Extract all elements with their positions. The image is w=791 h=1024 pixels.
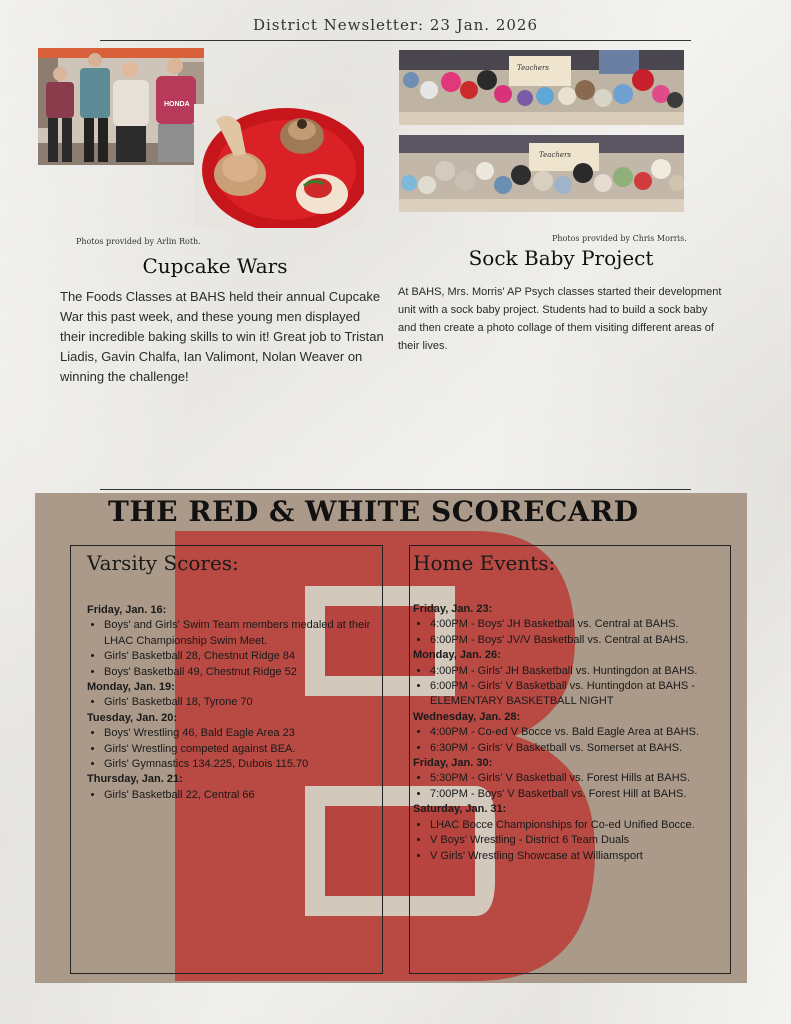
day-heading: Friday, Jan. 16:: [87, 604, 167, 616]
event-list: [413, 617, 727, 648]
event-item: • Boys' Basketball 49, Chestnut Ridge 52: [104, 665, 375, 680]
event-list: [413, 725, 727, 756]
event-item: • 6:30PM - Girls' V Basketball vs. Somerset at BAHS.: [430, 741, 727, 756]
cupcake-body: The Foods Classes at BAHS held their annual Cupcake War this past week, and these young men displayed their incredible baking skills to win it! Great job to Tristan Liadis, Gavin Chalfa, Ian Valimont, Nolan Weaver on winning the challenge!: [60, 289, 384, 384]
scorecard-panel: [35, 493, 747, 983]
day-heading: Friday, Jan. 23:: [413, 603, 493, 615]
event-list: [87, 788, 375, 803]
event-list: [87, 695, 375, 710]
home-events-heading: Home Events:: [413, 551, 556, 575]
sweatshirt-text: HONDA: [164, 101, 190, 108]
event-item: • 4:00PM - Co-ed V Bocce vs. Bald Eagle Area at BAHS.: [430, 725, 727, 740]
scorecard-rule: [100, 489, 691, 490]
event-item: • 6:00PM - Girls' V Basketball vs. Huntingdon at BAHS - ELEMENTARY BASKETBALL NIGHT: [430, 679, 727, 710]
event-item: • 4:00PM - Boys' JH Basketball vs. Central at BAHS.: [430, 617, 727, 632]
varsity-heading: Varsity Scores:: [87, 551, 239, 575]
sock-title: Sock Baby Project: [468, 246, 654, 270]
event-item: • Boys' and Girls' Swim Team members medaled at their LHAC Championship Swim Meet.: [104, 618, 375, 649]
event-item: • V Girls' Wrestling Showcase at Williamsport: [430, 849, 727, 864]
event-item: • LHAC Bocce Championships for Co-ed Unified Bocce.: [430, 818, 727, 833]
event-item: • Girls' Wrestling competed against BEA.: [104, 742, 375, 757]
event-item: • 5:30PM - Girls' V Basketball vs. Forest Hills at BAHS.: [430, 771, 727, 786]
day-heading: Thursday, Jan. 21:: [87, 773, 183, 786]
sign-text-bottom: Teachers: [539, 151, 571, 159]
event-item: • Boys' Wrestling 46, Bald Eagle Area 23: [104, 726, 375, 741]
event-item: • 4:00PM - Girls' JH Basketball vs. Huntingdon at BAHS.: [430, 664, 727, 679]
varsity-list: [87, 603, 375, 803]
home-events-list: [413, 602, 727, 864]
event-item: • V Boys' Wrestling - District 6 Team Duals: [430, 833, 727, 848]
sock-photo-credit: Photos provided by Chris Morris.: [552, 234, 687, 243]
sock-baby-photo-bottom: [399, 135, 684, 212]
cupcake-title: Cupcake Wars: [142, 254, 288, 278]
header-rule: [100, 40, 691, 41]
event-item: • Girls' Gymnastics 134.225, Dubois 115.70: [104, 757, 375, 772]
event-item: • 6:00PM - Boys' JV/V Basketball vs. Central at BAHS.: [430, 633, 727, 648]
scorecard-title: THE RED & WHITE SCORECARD: [108, 495, 639, 528]
event-list: [87, 726, 375, 772]
event-item: • Girls' Basketball 18, Tyrone 70: [104, 695, 375, 710]
event-list: [87, 618, 375, 680]
sock-baby-photo-top: [399, 50, 684, 125]
day-heading: Saturday, Jan. 31:: [413, 803, 507, 816]
event-item: • Girls' Basketball 28, Chestnut Ridge 84: [104, 649, 375, 664]
cupcake-photo-credit: Photos provided by Arlin Roth.: [76, 237, 201, 246]
event-list: [413, 818, 727, 864]
day-heading: Monday, Jan. 19:: [87, 681, 175, 694]
cupcake-team-photo: [38, 48, 204, 165]
day-heading: Friday, Jan. 30:: [413, 757, 493, 770]
day-heading: Tuesday, Jan. 20:: [87, 711, 178, 724]
sign-text-top: Teachers: [517, 64, 549, 72]
newsletter-title: District Newsletter: 23 Jan. 2026: [252, 16, 539, 34]
cupcake-plate-photo: [194, 104, 364, 228]
event-item: • 7:00PM - Boys' V Basketball vs. Forest Hill at BAHS.: [430, 787, 727, 802]
event-list: [413, 771, 727, 802]
sock-body: At BAHS, Mrs. Morris' AP Psych classes started their development unit with a sock baby project. Students had to build a sock baby and then create a photo collage of them visiting different areas of their lives.: [398, 286, 722, 352]
day-heading: Monday, Jan. 26:: [413, 649, 501, 662]
day-heading: Wednesday, Jan. 28:: [413, 710, 521, 723]
event-list: [413, 664, 727, 710]
event-item: • Girls' Basketball 22, Central 66: [104, 788, 375, 803]
